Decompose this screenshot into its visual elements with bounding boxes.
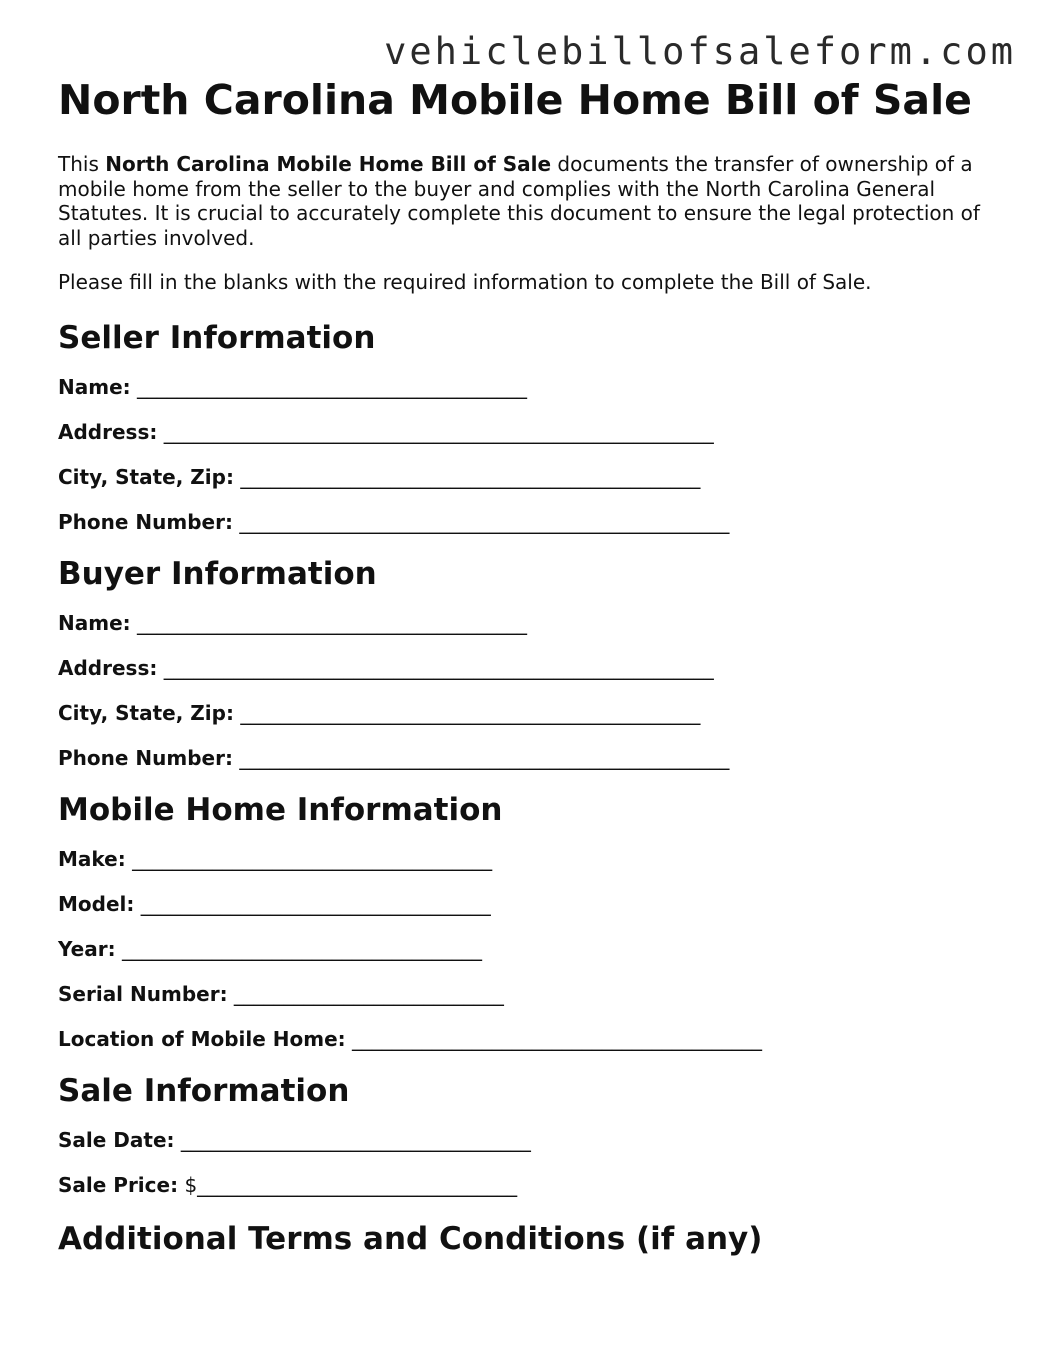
- home-location-blank[interactable]: _________________________________________: [352, 1027, 763, 1051]
- seller-address-blank[interactable]: _______________________________________________________: [163, 420, 714, 444]
- home-make-label: Make:: [58, 847, 126, 871]
- buyer-heading: Buyer Information: [58, 556, 377, 592]
- intro-bold-title: North Carolina Mobile Home Bill of Sale: [105, 152, 552, 176]
- buyer-phone-field[interactable]: [58, 746, 988, 770]
- sale-price-label: Sale Price:: [58, 1173, 179, 1197]
- home-model-blank[interactable]: ___________________________________: [140, 892, 491, 916]
- buyer-address-field[interactable]: [58, 656, 988, 680]
- buyer-phone-label: Phone Number:: [58, 746, 233, 770]
- home-model-label: Model:: [58, 892, 135, 916]
- buyer-city-blank[interactable]: ______________________________________________: [240, 701, 701, 725]
- additional-terms-heading: Additional Terms and Conditions (if any): [58, 1221, 763, 1257]
- seller-name-label: Name:: [58, 375, 131, 399]
- intro-body: documents the transfer of ownership of a mobile home from the seller to the buyer and complies with the North Carolina General Statutes. It is crucial to accurately complete this document to ensure the legal protection of all parties involved.: [58, 152, 980, 250]
- sale-price-field[interactable]: [58, 1173, 988, 1197]
- home-location-label: Location of Mobile Home:: [58, 1027, 346, 1051]
- buyer-name-field[interactable]: [58, 611, 988, 635]
- buyer-fields: [58, 611, 988, 770]
- seller-city-label: City, State, Zip:: [58, 465, 234, 489]
- buyer-name-blank[interactable]: _______________________________________: [137, 611, 527, 635]
- mobile-home-heading: Mobile Home Information: [58, 792, 503, 828]
- sale-fields: [58, 1128, 988, 1197]
- home-make-field[interactable]: [58, 847, 988, 871]
- site-watermark: vehiclebillofsaleform.com: [384, 30, 1016, 73]
- buyer-city-field[interactable]: [58, 701, 988, 725]
- buyer-address-blank[interactable]: _______________________________________________________: [163, 656, 714, 680]
- intro-paragraph: [58, 152, 988, 250]
- seller-heading: Seller Information: [58, 320, 376, 356]
- bill-of-sale-document: [58, 72, 988, 1259]
- intro-prefix: This: [58, 152, 106, 176]
- sale-price-blank[interactable]: $________________________________: [184, 1173, 518, 1197]
- seller-address-label: Address:: [58, 420, 158, 444]
- buyer-city-label: City, State, Zip:: [58, 701, 234, 725]
- sale-date-blank[interactable]: ___________________________________: [180, 1128, 531, 1152]
- buyer-name-label: Name:: [58, 611, 131, 635]
- buyer-phone-blank[interactable]: _________________________________________________: [239, 746, 730, 770]
- home-location-field[interactable]: [58, 1027, 988, 1051]
- document-title: North Carolina Mobile Home Bill of Sale: [58, 76, 972, 124]
- sale-date-field[interactable]: [58, 1128, 988, 1152]
- home-year-field[interactable]: [58, 937, 988, 961]
- home-year-blank[interactable]: ____________________________________: [121, 937, 482, 961]
- seller-phone-label: Phone Number:: [58, 510, 233, 534]
- home-serial-label: Serial Number:: [58, 982, 228, 1006]
- sale-heading: Sale Information: [58, 1073, 350, 1109]
- seller-city-blank[interactable]: ______________________________________________: [240, 465, 701, 489]
- home-make-blank[interactable]: ____________________________________: [132, 847, 493, 871]
- seller-name-blank[interactable]: _______________________________________: [137, 375, 527, 399]
- sale-date-label: Sale Date:: [58, 1128, 175, 1152]
- seller-fields: [58, 375, 988, 534]
- home-model-field[interactable]: [58, 892, 988, 916]
- buyer-address-label: Address:: [58, 656, 158, 680]
- home-serial-field[interactable]: [58, 982, 988, 1006]
- seller-name-field[interactable]: [58, 375, 988, 399]
- seller-phone-blank[interactable]: _________________________________________________: [239, 510, 730, 534]
- seller-address-field[interactable]: [58, 420, 988, 444]
- instruction-note: Please fill in the blanks with the required information to complete the Bill of Sale.: [58, 270, 872, 294]
- seller-city-field[interactable]: [58, 465, 988, 489]
- home-serial-blank[interactable]: ___________________________: [233, 982, 504, 1006]
- seller-phone-field[interactable]: [58, 510, 988, 534]
- mobile-home-fields: [58, 847, 988, 1051]
- home-year-label: Year:: [58, 937, 116, 961]
